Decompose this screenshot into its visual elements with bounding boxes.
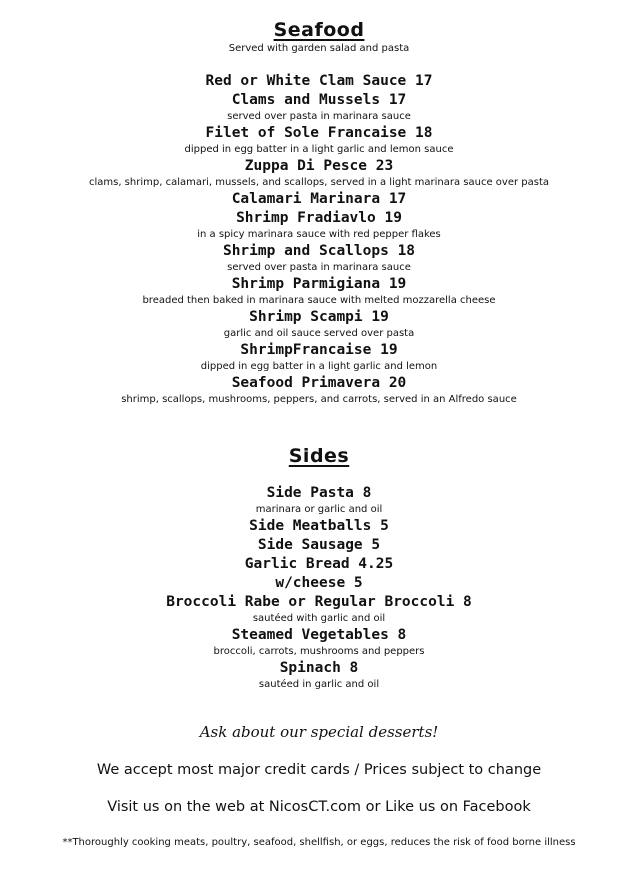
menu-item-description: served over pasta in marinara sauce [227, 262, 411, 273]
menu-item-description: in a spicy marinara sauce with red pepper flakes [197, 229, 441, 240]
menu-item-description: dipped in egg batter in a light garlic and lemon sauce [184, 144, 454, 155]
section-title-seafood: Seafood [273, 19, 365, 41]
menu-item-name: Broccoli Rabe or Regular Broccoli 8 [166, 594, 472, 610]
menu-item-description: broccoli, carrots, mushrooms and peppers [213, 646, 425, 657]
menu-item-name: Steamed Vegetables 8 [231, 627, 407, 643]
menu-item-name: Shrimp Scampi 19 [249, 309, 389, 325]
menu-item-name: Clams and Mussels 17 [231, 92, 407, 108]
menu-item-name: Side Meatballs 5 [249, 518, 389, 534]
food-safety-note: **Thoroughly cooking meats, poultry, seafood, shellfish, or eggs, reduces the risk of food borne illness [62, 837, 576, 848]
menu-item-name: Garlic Bread 4.25 [244, 556, 394, 572]
seafood-subtitle: Served with garden salad and pasta [228, 43, 410, 54]
menu-item-name: Shrimp and Scallops 18 [222, 243, 416, 259]
menu-item-name: Calamari Marinara 17 [231, 191, 407, 207]
menu-item-description: sautéed with garlic and oil [252, 613, 386, 624]
menu-item-description: shrimp, scallops, mushrooms, peppers, and carrots, served in an Alfredo sauce [121, 394, 517, 405]
menu-item-name: Shrimp Parmigiana 19 [231, 276, 407, 292]
menu-item-name: Side Sausage 5 [257, 537, 381, 553]
menu-item-description: garlic and oil sauce served over pasta [223, 328, 415, 339]
desserts-note: Ask about our special desserts! [199, 723, 439, 741]
menu-item-description: marinara or garlic and oil [255, 504, 383, 515]
menu-item-description: breaded then baked in marinara sauce with melted mozzarella cheese [142, 295, 496, 306]
menu-item-description: sautéed in garlic and oil [258, 679, 380, 690]
sides-section [0, 444, 638, 692]
menu-item-description: served over pasta in marinara sauce [227, 111, 411, 122]
credit-cards-note: We accept most major credit cards / Prices subject to change [96, 762, 542, 778]
menu-item-description: dipped in egg batter in a light garlic and lemon [200, 361, 438, 372]
menu-item-name: Spinach 8 [279, 660, 359, 676]
website-note: Visit us on the web at NicosCT.com or Like us on Facebook [107, 799, 531, 815]
menu-item-name: Filet of Sole Francaise 18 [205, 125, 433, 141]
menu-item-name: Seafood Primavera 20 [231, 375, 407, 391]
menu-item-name: ShrimpFrancaise 19 [240, 342, 398, 358]
menu-item-name: Side Pasta 8 [266, 485, 372, 501]
seafood-section [0, 18, 638, 407]
section-title-sides: Sides [288, 445, 350, 467]
menu-item-name: Shrimp Fradiavlo 19 [236, 210, 402, 226]
menu-item-name: Zuppa Di Pesce 23 [244, 158, 394, 174]
menu-item-name: w/cheese 5 [275, 575, 363, 591]
menu-item-name: Red or White Clam Sauce 17 [205, 73, 433, 89]
menu-item-description: clams, shrimp, calamari, mussels, and scallops, served in a light marinara sauce over pasta [88, 177, 550, 188]
